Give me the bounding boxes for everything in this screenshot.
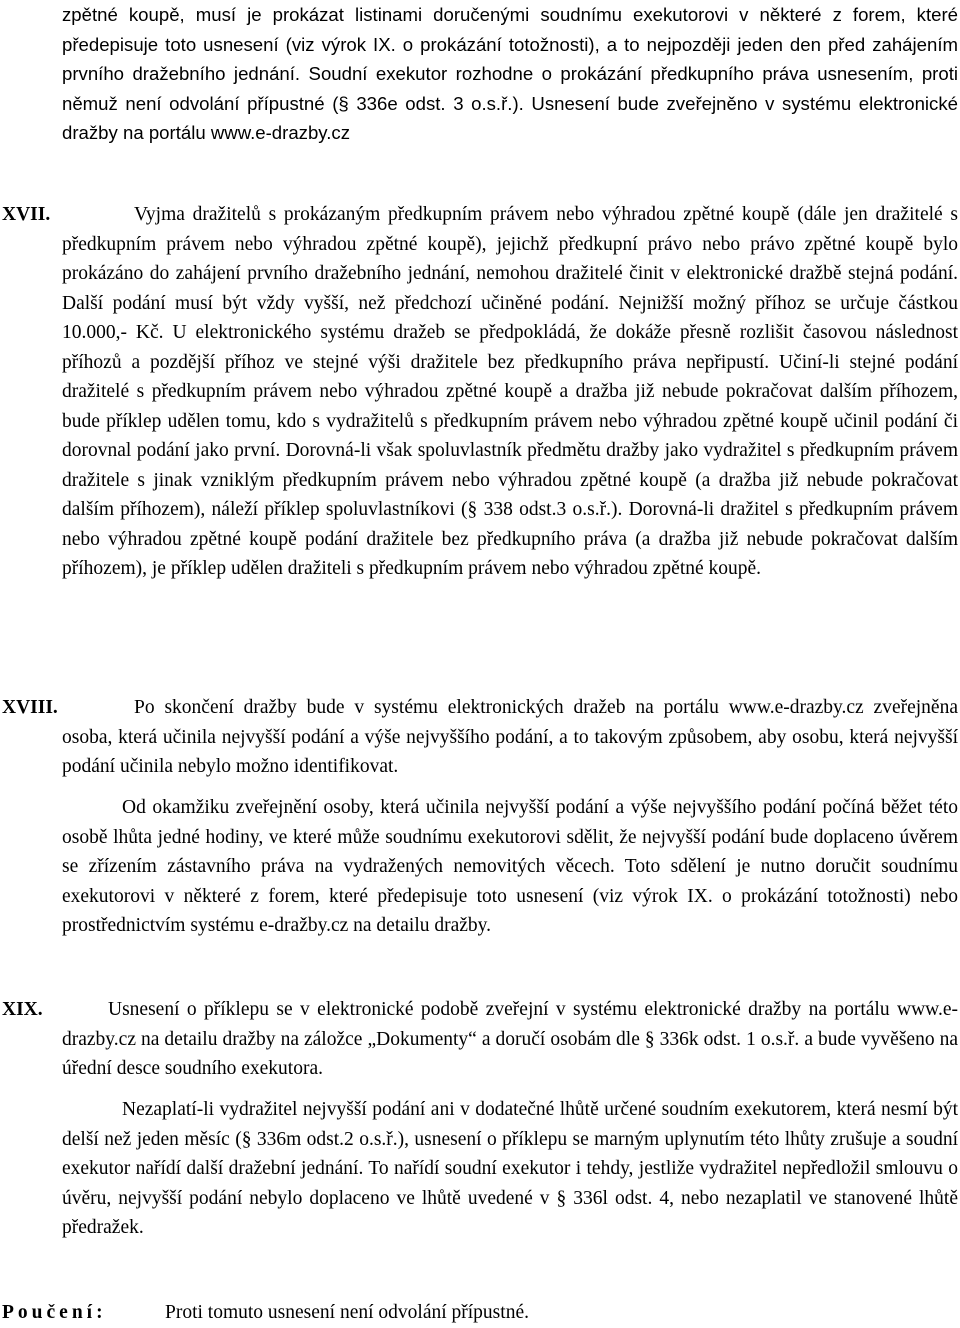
- section-heading-xviii: XVIII.: [2, 697, 58, 718]
- section-text-xvii: Vyjma dražitelů s prokázaným předkupním právem nebo výhradou zpětné koupě (dále jen dražitelé s předkupním právem nebo výhradou zpětné koupě), jejichž předkupní právo nebo právo zpětné koupě bylo prokázáno do zahájení prvního dražebního jednání, nemohou dražitelé činit v elektronické dražbě stejná podání. Další podání musí být vždy vyšší, než předchozí učiněné podání. Nejnižší možný příhoz se určuje částkou 10.000,- Kč. U elektronického systému dražeb se předpokládá, že dokáže přesně rozlišit časovou následnost příhozů a pozdější příhoz ve stejné výši dražitele bez předkupního práva nepřipustí. Učiní-li stejné podání dražitelé s předkupním právem nebo výhradou zpětné koupě a dražba již nebude pokračovat dalším příhozem, bude příklep udělen tomu, kdo s vydražitelů s předkupním právem nebo výhradou zpětné koupě učinil podání či dorovnal podání jako první. Dorovná-li však spoluvlastník předmětu dražby jako vydražitel s předkupním právem dražitele s jinak vzniklým předkupním právem nebo výhradou zpětné koupě (a dražba již nebude pokračovat dalším příhozem), náleží příklep spoluvlastníkovi (§ 338 odst.3 o.s.ř.). Dorovná-li dražitel s předkupním právem nebo výhradou zpětné koupě podání dražitele bez předkupního práva (a dražba již nebude pokračovat dalším příhozem), je příklep udělen dražiteli s předkupním právem nebo výhradou zpětné koupě.: [62, 204, 958, 579]
- paragraph-continuation: zpětné koupě, musí je prokázat listinami doručenými soudnímu exekutorovi v některé z forem, které předepisuje toto usnesení (viz výrok IX. o prokázání totožnosti), a to nejpozději jeden den před zahájením prvního dražebního jednání. Soudní exekutor rozhodne o prokázání předkupního práva usnesením, proti němuž není odvolání přípustné (§ 336e odst. 3 o.s.ř.). Usnesení bude zveřejněno v systému elektronické dražby na portálu www.e-drazby.cz: [62, 4, 958, 143]
- poucheni-label: Poučení:: [2, 1302, 107, 1323]
- poucheni-text: Proti tomuto usnesení není odvolání přípustné.: [165, 1302, 529, 1323]
- section-text-xviii-second: Od okamžiku zveřejnění osoby, která učinila nejvyšší podání a výše nejvyššího podání počíná běžet této osobě lhůta jedné hodiny, ve které může soudnímu exekutorovi sdělit, že nejvyšší podání bude doplaceno úvěrem se zřízením zástavního práva na vydražených nemovitých věcech. Toto sdělení je nutno doručit soudnímu exekutorovi v některé z forem, které předepisuje toto usnesení (viz výrok IX. o prokázání totožnosti) nebo prostřednictvím systému e-dražby.cz na detailu dražby.: [62, 797, 958, 936]
- section-heading-xix: XIX.: [2, 999, 43, 1020]
- section-text-xix-second: Nezaplatí-li vydražitel nejvyšší podání ani v dodatečné lhůtě určené soudním exekutorem, která nesmí být delší než jeden měsíc (§ 336m odst.2 o.s.ř.), usnesení o příklepu se marným uplynutím této lhůty zrušuje a soudní exekutor nařídí další dražební jednání. To nařídí soudní exekutor i tehdy, jestliže vydražitel nepředložil smlouvu o úvěru, nejvyšší podání nebylo doplaceno ve lhůtě uvedené v § 336l odst. 4, nebo nezaplatil ve stanovené lhůtě předražek.: [62, 1099, 958, 1238]
- section-text-xviii: Po skončení dražby bude v systému elektronických dražeb na portálu www.e-drazby.cz zveřejněna osoba, která učinila nejvyšší podání a výše nejvyššího podání, a to takovým způsobem, aby osobu, která nejvyšší podání učinila nebylo možno identifikovat.: [62, 697, 958, 777]
- section-text-xix: Usnesení o příklepu se v elektronické podobě zveřejní v systému elektronické dražby na portálu www.e-drazby.cz na detailu dražby na záložce „Dokumenty“ a doručí osobám dle § 336k odst. 1 o.s.ř. a bude vyvěšeno na úřední desce soudního exekutora.: [62, 999, 958, 1079]
- section-heading-xvii: XVII.: [2, 204, 51, 225]
